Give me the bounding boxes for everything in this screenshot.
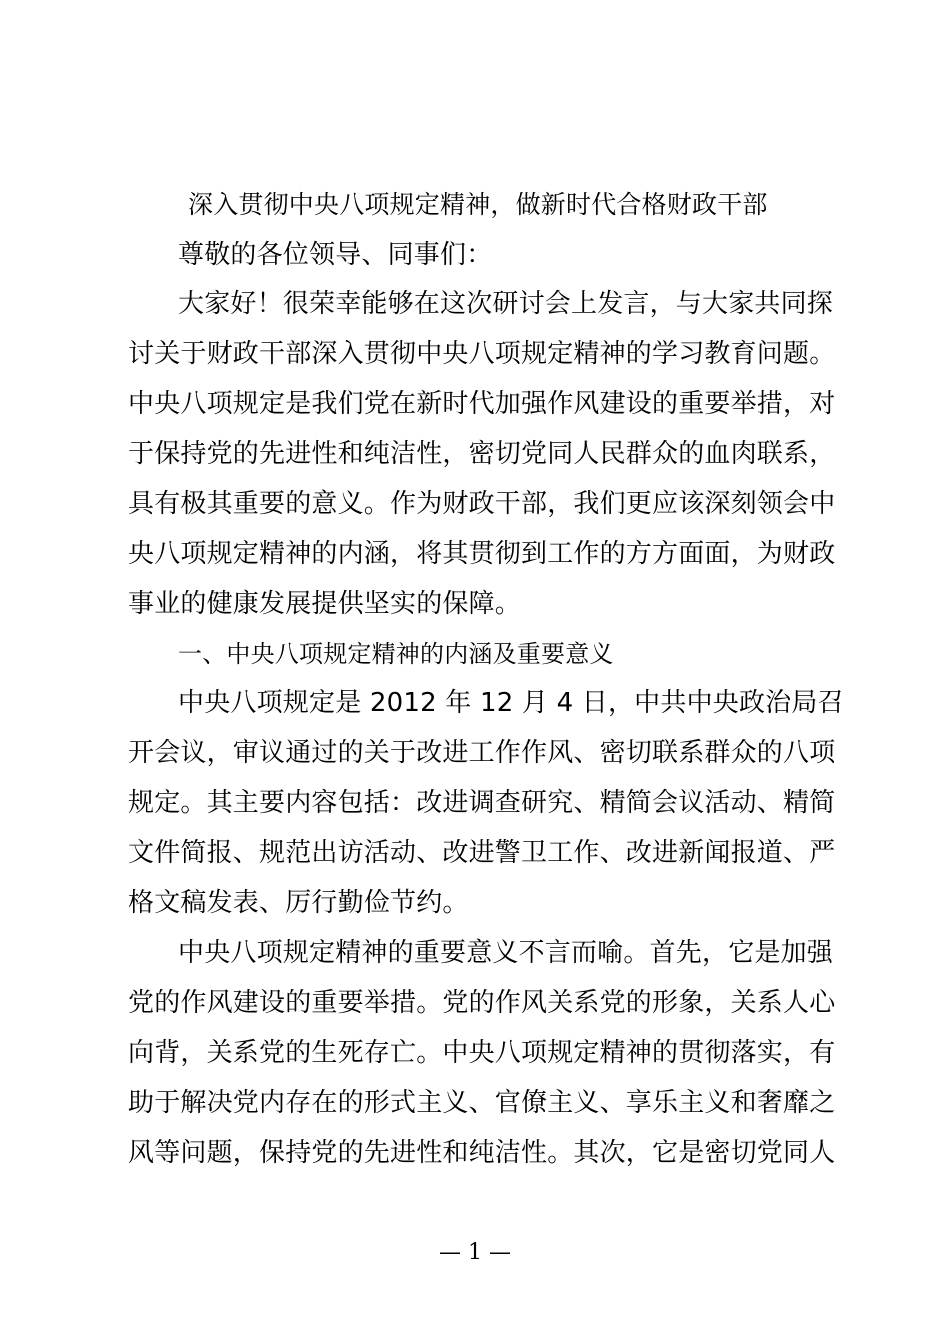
paragraph-line: 开会议，审议通过的关于改进工作作风、密切联系群众的八项 [128, 738, 836, 768]
paragraph-line: 中央八项规定是 2012 年 12 月 4 日，中共中央政治局召 [178, 688, 844, 718]
paragraph-line: 于保持党的先进性和纯洁性，密切党同人民群众的血肉联系， [128, 439, 836, 469]
paragraph-line: 向背，关系党的生死存亡。中央八项规定精神的贯彻落实，有 [128, 1038, 836, 1068]
paragraph-line: 风等问题，保持党的先进性和纯洁性。其次，它是密切党同人 [128, 1138, 836, 1168]
page-number: — 1 — [439, 1240, 511, 1265]
paragraph-line: 大家好！很荣幸能够在这次研讨会上发言，与大家共同探 [178, 289, 834, 319]
paragraph-line: 中央八项规定是我们党在新时代加强作风建设的重要举措，对 [128, 389, 836, 419]
salutation: 尊敬的各位领导、同事们： [178, 240, 493, 270]
paragraph-line: 讨关于财政干部深入贯彻中央八项规定精神的学习教育问题。 [128, 339, 836, 369]
paragraph-line: 党的作风建设的重要举措。党的作风关系党的形象，关系人心 [128, 988, 836, 1018]
paragraph-line: 事业的健康发展提供坚实的保障。 [128, 589, 522, 619]
paragraph-line: 格文稿发表、厉行勤俭节约。 [128, 888, 469, 918]
section-heading: 一、中央八项规定精神的内涵及重要意义 [178, 640, 614, 668]
paragraph-line: 规定。其主要内容包括：改进调查研究、精简会议活动、精简 [128, 788, 836, 818]
paragraph-line: 央八项规定精神的内涵，将其贯彻到工作的方方面面，为财政 [128, 539, 836, 569]
paragraph-line: 中央八项规定精神的重要意义不言而喻。首先，它是加强 [178, 938, 834, 968]
paragraph-line: 文件简报、规范出访活动、改进警卫工作、改进新闻报道、严 [128, 838, 836, 868]
document-title: 深入贯彻中央八项规定精神，做新时代合格财政干部 [188, 190, 768, 219]
paragraph-line: 具有极其重要的意义。作为财政干部，我们更应该深刻领会中 [128, 489, 836, 519]
paragraph-line: 助于解决党内存在的形式主义、官僚主义、享乐主义和奢靡之 [128, 1088, 836, 1118]
